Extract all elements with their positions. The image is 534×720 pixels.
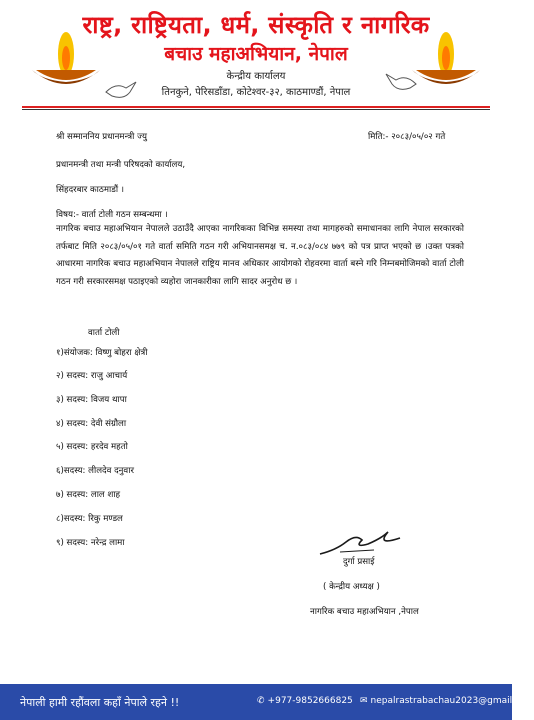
phone-icon: ✆ [257, 696, 265, 706]
signatory-organization: नागरिक बचाउ महाअभियान ,नेपाल [310, 607, 419, 617]
team-member: ९) सदस्य: नरेन्द्र लामा [56, 538, 125, 548]
team-member: ४) सदस्य: देवी संग्रौला [56, 419, 127, 429]
footer-slogan: नेपाली हामी रहौंवला कहाँ नेपाले रहने !! [20, 696, 180, 709]
letter-body: नागरिक बचाउ महाअभियान नेपालले उठाउँदै आएका नागरिकका विभिन्न समस्या तथा मागहरुको समाधानका लागि नेपाल सरकारको तर्फबाट मिति २०८३/०५/०१ गते वार्ता समिति गठन गरी अभियानसमक्ष च. न.०८३/०८४ ७७९ को पत्र प्राप्त भएको छ ।उक्त पत्रको आधारमा नागरिक बचाउ महाअभियान नेपालले राष्ट्रिय मानव अधिकार आयोगको रोहवरमा वार्ता बस्ने गरि निम्नबमोजिमको वार्ता टोली गठन गरी सरकारसमक्ष पठाइएको व्यहोरा जानकारीका लागि सादर अनुरोध छ । [56, 224, 464, 287]
footer-email [360, 696, 534, 706]
signatory-name: दुर्गा प्रसाई [343, 557, 375, 567]
recipient-office: प्रधानमन्त्री तथा मन्त्री परिषदको कार्यालय, [56, 160, 186, 170]
letter-subject: विषय:- वार्ता टोली गठन सम्बन्धमा । [56, 210, 168, 220]
diya-lamp-icon [408, 24, 484, 94]
letterhead-title-line2: बचाउ महाअभियान, नेपाल [164, 43, 348, 65]
team-member: ७) सदस्य: लाल शाह [56, 490, 121, 500]
team-member: १)संयोजक: विष्णु बोहरा क्षेत्री [56, 348, 148, 358]
office-address: तिनकुने, पेरिसडाँडा, कोटेश्वर-३२, काठमाण्डौं, नेपाल [161, 87, 351, 98]
dove-icon [384, 70, 418, 94]
team-member: ३) सदस्य: विजय थापा [56, 395, 127, 405]
office-label: केन्द्रीय कार्यालय [226, 71, 286, 82]
recipient-location: सिंहदरबार काठमाडौं । [56, 185, 125, 195]
diya-lamp-icon [28, 24, 104, 94]
team-heading: वार्ता टोली [88, 328, 120, 338]
letterhead-title-line1: राष्ट्र, राष्ट्रियता, धर्म, संस्कृति र नागरिक [82, 11, 430, 39]
team-member: ५) सदस्य: हरदेव महतो [56, 442, 128, 452]
email-icon: ✉ [360, 696, 368, 706]
header-divider [22, 106, 490, 108]
dove-icon [104, 78, 138, 102]
team-member: २) सदस्य: राजु आचार्य [56, 371, 128, 381]
header-divider-thin [22, 109, 490, 110]
email-address: nepalrastrabachau2023@gmail.com [370, 696, 534, 706]
team-member: ८)सदस्य: रिकु मण्डल [56, 514, 123, 524]
letter-date: मिति:- २०८३/०५/०२ गते [368, 132, 446, 142]
footer-phone [257, 696, 353, 706]
phone-number: +977-9852666825 [267, 696, 353, 706]
signatory-title: ( केन्द्रीय अध्यक्ष ) [323, 582, 380, 592]
footer-bar [0, 684, 534, 720]
team-member: ६)सदस्य: लीलदेव दनुवार [56, 466, 134, 476]
salutation: श्री सम्माननिय प्रधानमन्त्री ज्यु [56, 132, 147, 142]
